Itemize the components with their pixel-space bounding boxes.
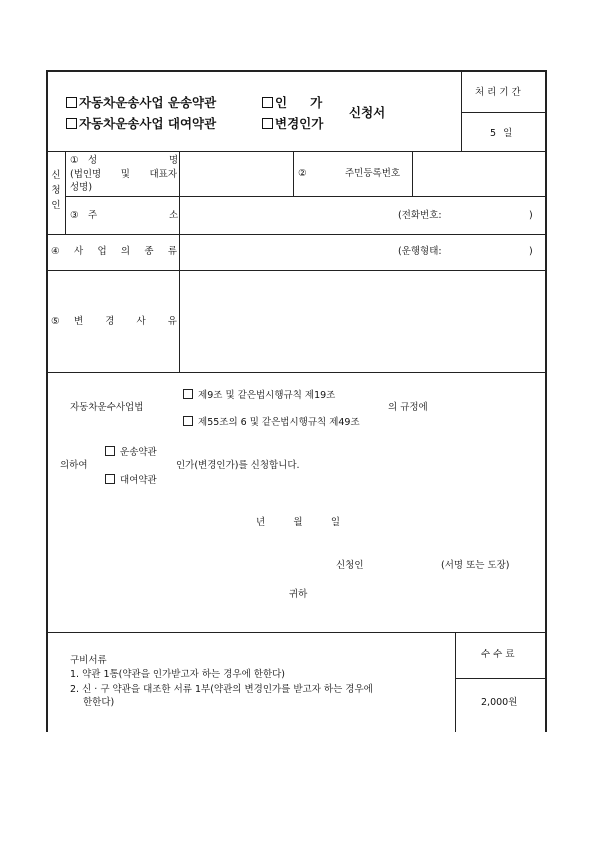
option-approval: 인 가 [262, 95, 322, 110]
required-doc-2: 2. 신 · 구 약관을 대조한 서류 1부(약관의 변경인가를 받고자 하는 경우에 [70, 684, 373, 695]
required-doc-2-cont: 한한다) [83, 697, 115, 708]
clause-option-1: 제9조 및 같은법시행규칙 제19조 [183, 389, 335, 402]
processing-period-label: 처리기간 [475, 87, 524, 98]
name-label-b: 명 [169, 155, 179, 166]
applicant-side-label: 신청인 [51, 170, 61, 211]
law-name: 자동차운수사업법 [70, 402, 144, 413]
circled-five: ⑤ [51, 316, 60, 327]
fee-value: 2,000원 [481, 697, 518, 708]
address-label-b: 소 [169, 210, 179, 221]
checkbox-icon[interactable] [66, 97, 77, 108]
circled-three: ③ [70, 210, 79, 221]
form-title: 신청서 [349, 105, 386, 120]
title-line-transport: 자동차운송사업 운송약관 [66, 95, 216, 110]
addressee: 귀하 [289, 589, 308, 600]
type-option-rental: 대여약관 [105, 474, 157, 487]
phone-label: (전화번호: [398, 210, 442, 221]
checkbox-icon[interactable] [262, 118, 273, 129]
rrn-field[interactable] [414, 153, 543, 194]
change-reason-field[interactable] [181, 272, 543, 370]
business-type-field[interactable] [181, 236, 543, 268]
name-label-line2: (법인명 및 대표자 [70, 169, 177, 180]
circled-two: ② [298, 168, 307, 179]
clause-option-2: 제55조의 6 및 같은법시행규칙 제49조 [183, 416, 360, 429]
name-label-line3: 성명) [70, 182, 93, 193]
operation-label: (운행형태: [398, 246, 442, 257]
checkbox-icon[interactable] [183, 416, 193, 426]
name-label-a: 성 [88, 155, 98, 166]
processing-period-value: 5 일 [490, 128, 515, 139]
date-line: 년 월 일 [256, 517, 340, 528]
address-field[interactable] [181, 198, 543, 232]
business-type-label: 사 업 의 종 류 [74, 246, 177, 257]
name-field[interactable] [181, 153, 291, 194]
statement-prefix: 의하여 [60, 460, 88, 471]
change-reason-label: 변 경 사 유 [74, 316, 177, 327]
circled-one: ① [70, 155, 79, 166]
required-doc-1: 1. 약관 1통(약관을 인가받고자 하는 경우에 한한다) [70, 669, 286, 680]
checkbox-icon[interactable] [105, 474, 115, 484]
checkbox-icon[interactable] [105, 446, 115, 456]
title-line-rental: 자동차운송사업 대여약관 [66, 116, 216, 131]
operation-close: ) [529, 246, 533, 257]
checkbox-icon[interactable] [66, 118, 77, 129]
option-change-approval: 변경인가 [262, 116, 323, 131]
circled-four: ④ [51, 246, 60, 257]
phone-close: ) [529, 210, 533, 221]
rrn-label: 주민등록번호 [345, 168, 401, 179]
fee-label: 수수료 [481, 649, 518, 660]
checkbox-icon[interactable] [183, 389, 193, 399]
signature-label: (서명 또는 도장) [441, 560, 510, 571]
address-label-a: 주 [88, 210, 98, 221]
statement-suffix: 의 규정에 [388, 402, 428, 413]
checkbox-icon[interactable] [262, 97, 273, 108]
applicant-sign-label: 신청인 [336, 560, 364, 571]
type-option-transport: 운송약관 [105, 446, 157, 459]
required-docs-title: 구비서류 [70, 655, 107, 666]
request-text: 인가(변경인가)를 신청합니다. [176, 460, 300, 471]
